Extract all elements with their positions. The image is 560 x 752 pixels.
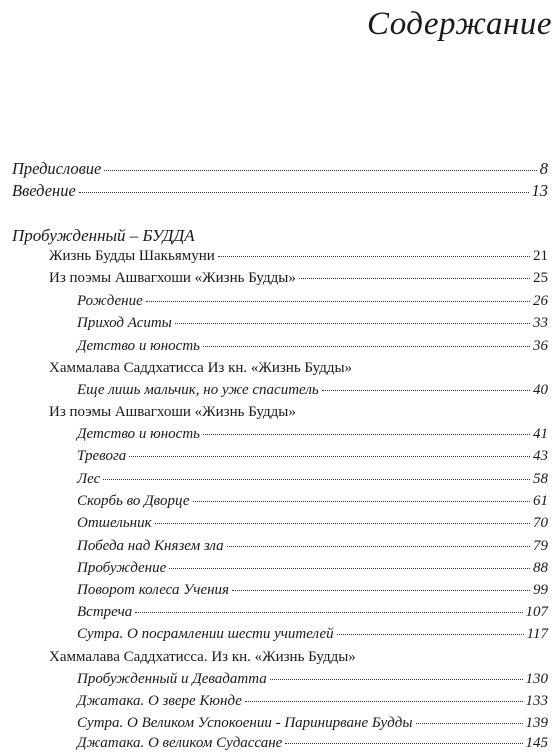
dot-leader (203, 346, 530, 347)
toc-entry[interactable] (77, 670, 548, 688)
toc-entry-label: Детство и юность (77, 426, 200, 442)
toc-entry-label: Предисловие (12, 159, 102, 178)
dot-leader (79, 192, 529, 193)
toc-entry-label: Тревога (77, 448, 127, 464)
toc-entry-page: 145 (525, 735, 548, 751)
toc-entry-page: 40 (533, 382, 548, 398)
toc-entry[interactable] (77, 292, 548, 310)
dot-leader (299, 278, 530, 279)
toc-entry-label: Джатака. О звере Кюнде (77, 693, 242, 709)
toc-entry-label: Встреча (77, 604, 133, 620)
toc-entry-label: Из поэмы Ашвагхоши «Жизнь Будды» (49, 270, 296, 286)
dot-leader (322, 390, 530, 391)
toc-entry-page: 88 (533, 560, 548, 576)
toc-entry-page: 33 (533, 315, 548, 331)
toc-entry[interactable] (77, 514, 548, 532)
toc-entry[interactable] (77, 537, 548, 555)
toc-entry-label: Хаммалава Саддхатисса Из кн. «Жизнь Будды» (49, 360, 353, 376)
toc-entry-page: 36 (533, 338, 548, 354)
toc-entry-page: 117 (526, 626, 548, 642)
toc-entry[interactable] (49, 269, 548, 287)
toc-entry[interactable] (49, 403, 548, 421)
toc-entry-page: 61 (533, 493, 548, 509)
toc-entry-label: Приход Аситы (77, 315, 172, 331)
dot-leader (232, 590, 530, 591)
toc-entry[interactable] (77, 447, 548, 465)
dot-leader (146, 301, 530, 302)
toc-entry-label: Детство и юность (77, 338, 200, 354)
dot-leader (155, 523, 530, 524)
dot-leader (169, 568, 530, 569)
toc-entry[interactable] (49, 247, 548, 265)
toc-entry[interactable] (49, 648, 548, 666)
dot-leader (175, 323, 530, 324)
toc-entry-label: Джатака. О великом Судассане (77, 735, 283, 751)
toc-entry-label: Рождение (77, 293, 143, 309)
toc-entry-label: Введение (12, 181, 76, 200)
toc-entry-label: Еще лишь мальчик, но уже спаситель (77, 382, 319, 398)
toc-entry-page: 8 (539, 159, 548, 178)
toc-entry-introduction[interactable] (12, 182, 548, 200)
dot-leader (104, 170, 536, 171)
toc-entry[interactable] (77, 603, 548, 621)
toc-entry-label: Поворот колеса Учения (77, 582, 230, 598)
dot-leader (103, 479, 530, 480)
toc-entry-page: 70 (533, 515, 548, 531)
page-title: Содержание (366, 6, 552, 42)
toc-entry-label: Жизнь Будды Шакьямуни (49, 248, 215, 264)
toc-entry-page: 13 (531, 181, 548, 200)
toc-entry-page: 25 (533, 270, 548, 286)
toc-entry[interactable] (77, 381, 548, 399)
toc-entry[interactable] (77, 714, 548, 732)
toc-entry[interactable] (77, 625, 548, 643)
toc-entry-page: 79 (533, 538, 548, 554)
toc-entry-page: 99 (533, 582, 548, 598)
toc-entry-label: Хаммалава Саддхатисса. Из кн. «Жизнь Будды» (49, 649, 356, 665)
toc-entry-label: Лес (77, 471, 101, 487)
toc-entry-label: Пробуждение (77, 560, 167, 576)
dot-leader (129, 456, 530, 457)
section-heading: Пробужденный – БУДДА (12, 226, 195, 245)
dot-leader (337, 634, 524, 635)
toc-entry-page: 58 (533, 471, 548, 487)
toc-entry-page: 43 (533, 448, 548, 464)
dot-leader (135, 612, 522, 613)
toc-entry-page: 133 (525, 693, 548, 709)
toc-entry[interactable] (77, 337, 548, 355)
toc-entry[interactable] (49, 359, 548, 377)
dot-leader (203, 434, 530, 435)
dot-leader (193, 501, 530, 502)
toc-entry-page: 130 (525, 671, 548, 687)
toc-entry-page: 41 (533, 426, 548, 442)
toc-entry[interactable] (77, 581, 548, 599)
toc-entry[interactable] (77, 470, 548, 488)
dot-leader (245, 701, 523, 702)
dot-leader (270, 679, 523, 680)
toc-entry-label: Из поэмы Ашвагхоши «Жизнь Будды» (49, 404, 296, 420)
toc-entry[interactable] (77, 559, 548, 577)
dot-leader (416, 723, 523, 724)
toc-entry-preface[interactable] (12, 160, 548, 178)
toc-entry-label: Сутра. О посрамлении шести учителей (77, 626, 334, 642)
toc-entry-label: Победа над Князем зла (77, 538, 224, 554)
toc-entry-label: Скорбь во Дворце (77, 493, 190, 509)
toc-entry-label: Сутра. О Великом Успокоении - Паринирване Будды (77, 715, 413, 731)
toc-entry[interactable] (77, 734, 548, 752)
dot-leader (285, 743, 522, 744)
toc-entry-label: Отшельник (77, 515, 152, 531)
toc-entry-page: 21 (533, 248, 548, 264)
toc-entry-page: 107 (525, 604, 548, 620)
toc-entry-label: Пробужденный и Девадатта (77, 671, 267, 687)
dot-leader (227, 546, 530, 547)
toc-entry-page: 139 (525, 715, 548, 731)
dot-leader (218, 256, 530, 257)
toc-entry-page: 26 (533, 293, 548, 309)
toc-entry[interactable] (77, 314, 548, 332)
toc-entry[interactable] (77, 492, 548, 510)
toc-entry[interactable] (77, 425, 548, 443)
toc-entry[interactable] (77, 692, 548, 710)
